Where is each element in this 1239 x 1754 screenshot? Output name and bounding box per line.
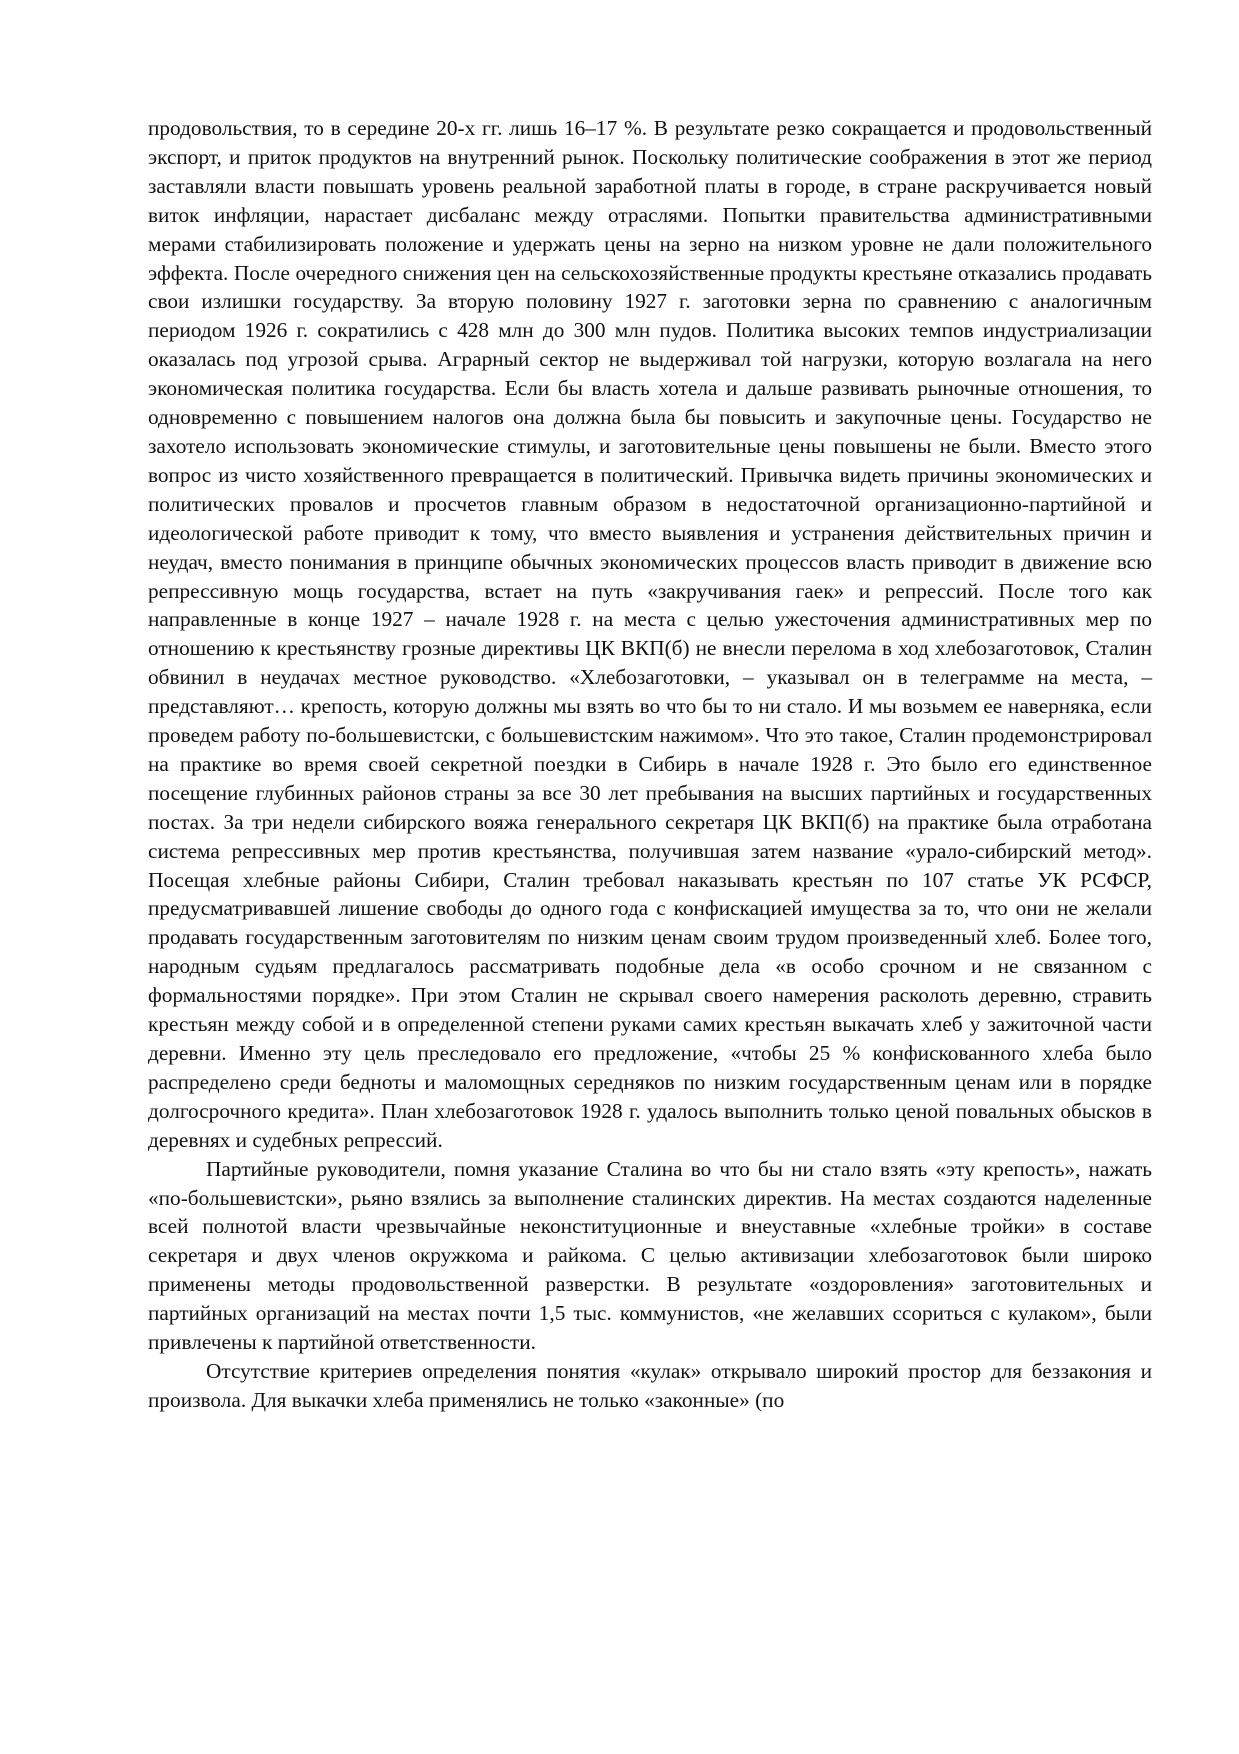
- paragraph-2: Партийные руководители, помня указание Сталина во что бы ни стало взять «эту крепость», нажать «по-большевистски», рьяно взялись за выполнение сталинских директив. На местах создаются наделенные всей полнотой власти чрезвычайные неконституционные и внеуставные «хлебные тройки» в составе секретаря и двух членов окружкома и райкома. С целью активизации хлебозаготовок были широко применены методы продовольственной разверстки. В результате «оздоровления» заготовительных и партийных организаций на местах почти 1,5 тыс. коммунистов, «не желавших ссориться с кулаком», были привлечены к партийной ответственности.: [148, 1156, 1152, 1355]
- document-page: [148, 114, 1152, 1415]
- paragraph-3: Отсутствие критериев определения понятия «кулак» открывало широкий простор для беззакония и произвола. Для выкачки хлеба применялись не только «законные» (по: [148, 1358, 1152, 1412]
- paragraph-1: продовольствия, то в середине 20-х гг. лишь 16–17 %. В результате резко сокращается и продовольственный экспорт, и приток продуктов на внутренний рынок. Поскольку политические соображения в этот же период заставляли власти повышать уровень реальной заработной платы в городе, в стране раскручивается новый виток инфляции, нарастает дисбаланс между отраслями. Попытки правительства административными мерами стабилизировать положение и удержать цены на зерно на низком уровне не дали положительного эффекта. После очередного снижения цен на сельскохозяйственные продукты крестьяне отказались продавать свои излишки государству. За вторую половину 1927 г. заготовки зерна по сравнению с аналогичным периодом 1926 г. сократились с 428 млн до 300 млн пудов. Политика высоких темпов индустриализации оказалась под угрозой срыва. Аграрный сектор не выдерживал той нагрузки, которую возлагала на него экономическая политика государства. Если бы власть хотела и дальше развивать рыночные отношения, то одновременно с повышением налогов она должна была бы повысить и закупочные цены. Государство не захотело использовать экономические стимулы, и заготовительные цены повышены не были. Вместо этого вопрос из чисто хозяйственного превращается в политический. Привычка видеть причины экономических и политических провалов и просчетов главным образом в недостаточной организационно-партийной и идеологической работе приводит к тому, что вместо выявления и устранения действительных причин и неудач, вместо понимания в принципе обычных экономических процессов власть приводит в движение всю репрессивную мощь государства, встает на путь «закручивания гаек» и репрессий. После того как направленные в конце 1927 – начале 1928 г. на места с целью ужесточения административных мер по отношению к крестьянству грозные директивы ЦК ВКП(б) не внесли перелома в ход хлебозаготовок, Сталин обвинил в неудачах местное руководство. «Хлебозаготовки, – указывал он в телеграмме на места, – представляют… крепость, которую должны мы взять во что бы то ни стало. И мы возьмем ее наверняка, если проведем работу по-большевистски, с большевистским нажимом». Что это такое, Сталин продемонстрировал на практике во время своей секретной поездки в Сибирь в начале 1928 г. Это было его единственное посещение глубинных районов страны за все 30 лет пребывания на высших партийных и государственных постах. За три недели сибирского вояжа генерального секретаря ЦК ВКП(б) на практике была отработана система репрессивных мер против крестьянства, получившая затем название «урало-сибирский метод». Посещая хлебные районы Сибири, Сталин требовал наказывать крестьян по 107 статье УК РСФСР, предусматривавшей лишение свободы до одного года с конфискацией имущества за то, что они не желали продавать государственным заготовителям по низким ценам своим трудом произведенный хлеб. Более того, народным судьям предлагалось рассматривать подобные дела «в особо срочном и не связанном с формальностями порядке». При этом Сталин не скрывал своего намерения расколоть деревню, стравить крестьян между собой и в определенной степени руками самих крестьян выкачать хлеб у зажиточной части деревни. Именно эту цель преследовало его предложение, «чтобы 25 % конфискованного хлеба было распределено среди бедноты и маломощных середняков по низким государственным ценам или в порядке долгосрочного кредита». План хлебозаготовок 1928 г. удалось выполнить только ценой повальных обысков в деревнях и судебных репрессий.: [148, 116, 1152, 1152]
